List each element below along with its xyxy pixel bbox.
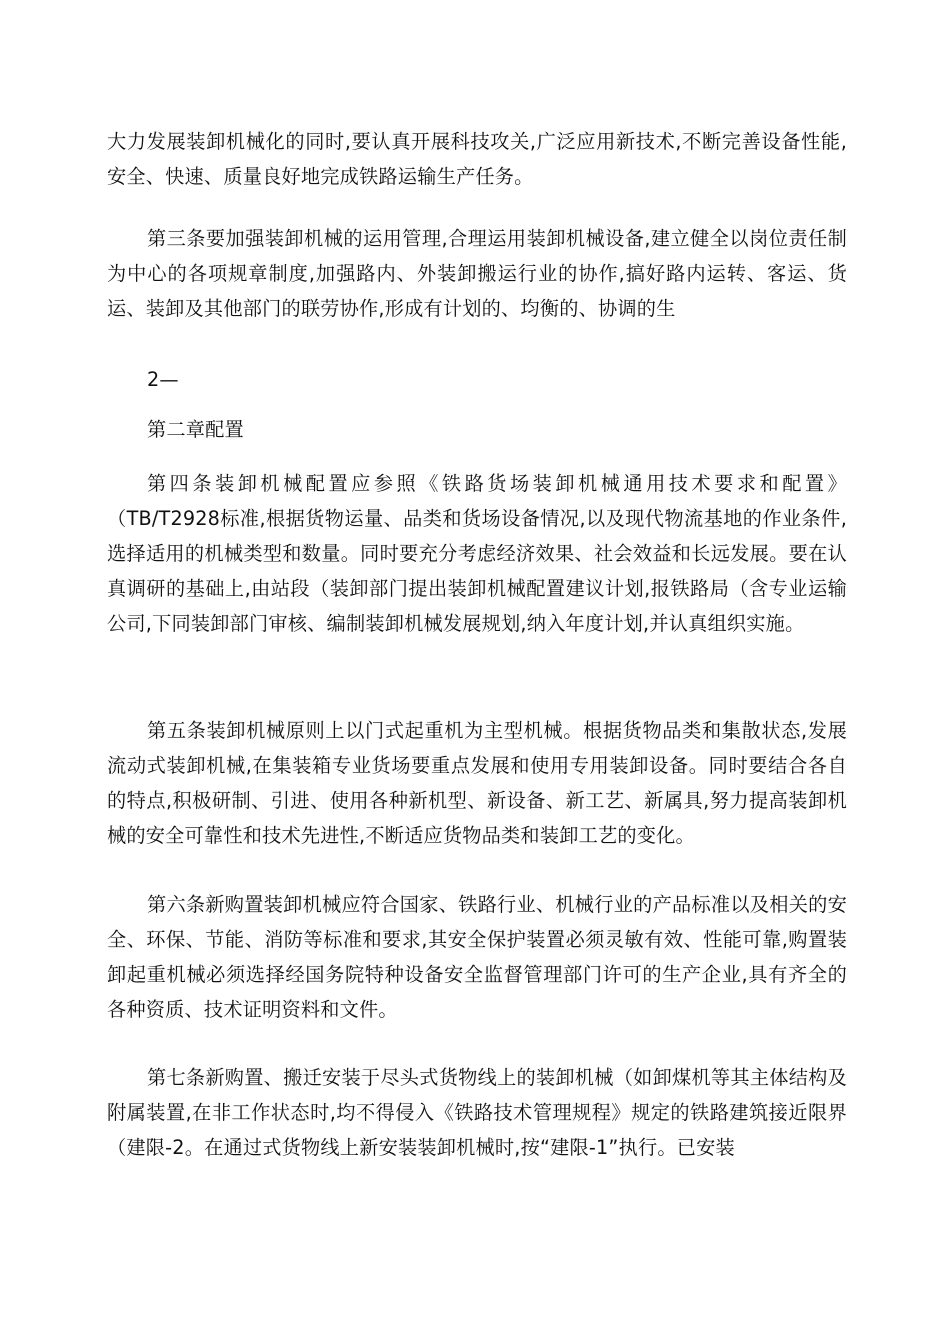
paragraph-article-6: 第六条新购置装卸机械应符合国家、铁路行业、机械行业的产品标准以及相关的安全、环保、节能、消防等标准和要求,其安全保护装置必须灵敏有效、性能可靠,购置装卸起重机械必须选择经国务院特种设备安全监督管理部门许可的生产企业,具有齐全的各种资质、技术证明资料和文件。 (107, 893, 847, 1021)
paragraph-continuation: 大力发展装卸机械化的同时,要认真开展科技攻关,广泛应用新技术,不断完善设备性能,安全、快速、质量良好地完成铁路运输生产任务。 (107, 130, 847, 188)
paragraph-article-7: 第七条新购置、搬迁安装于尽头式货物线上的装卸机械（如卸煤机等其主体结构及附属装置,在非工作状态时,均不得侵入《铁路技术管理规程》规定的铁路建筑接近限界（建限-2。在通过式货物线上新安装装卸机械时,按“建限-1”执行。已安装 (107, 1066, 847, 1159)
paragraph-article-5: 第五条装卸机械原则上以门式起重机为主型机械。根据货物品类和集散状态,发展流动式装卸机械,在集装箱专业货场要重点发展和使用专用装卸设备。同时要结合各自的特点,积极研制、引进、使用各种新机型、新设备、新工艺、新属具,努力提高装卸机械的安全可靠性和技术先进性,不断适应货物品类和装卸工艺的变化。 (107, 719, 847, 847)
paragraph-article-4: 第四条装卸机械配置应参照《铁路货场装卸机械通用技术要求和配置》（TB/T2928标准,根据货物运量、品类和货场设备情况,以及现代物流基地的作业条件,选择适用的机械类型和数量。同时要充分考虑经济效果、社会效益和长远发展。要在认真调研的基础上,由站段（装卸部门提出装卸机械配置建议计划,报铁路局（含专业运输公司,下同装卸部门审核、编制装卸机械发展规划,纳入年度计划,并认真组织实施。 (107, 472, 847, 635)
chapter-title: 第二章配置 (147, 418, 244, 441)
page-number-marker: 2— (147, 368, 179, 391)
paragraph-article-3: 第三条要加强装卸机械的运用管理,合理运用装卸机械设备,建立健全以岗位责任制为中心的各项规章制度,加强路内、外装卸搬运行业的协作,搞好路内运转、客运、货运、装卸及其他部门的联劳协作,形成有计划的、均衡的、协调的生 (107, 227, 847, 320)
